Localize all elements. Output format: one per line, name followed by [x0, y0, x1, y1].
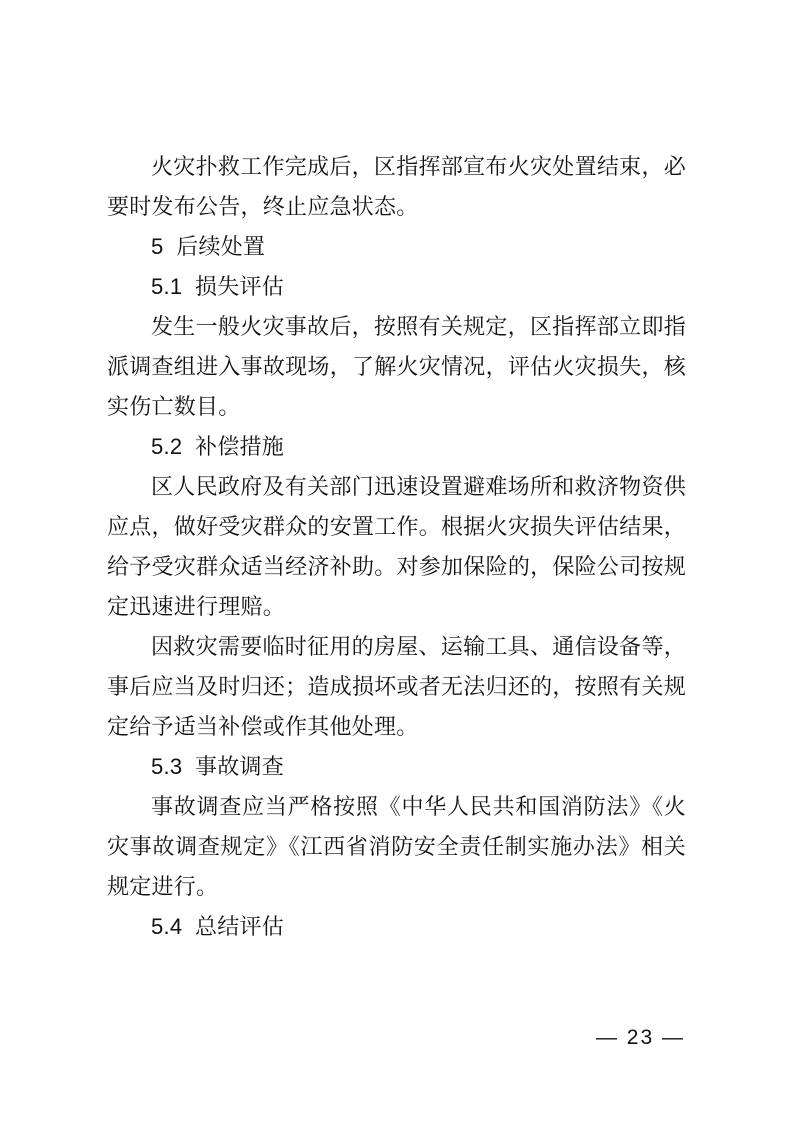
paragraph-compensation-measures: 区人民政府及有关部门迅速设置避难场所和救济物资供应点，做好受灾群众的安置工作。根据火灾损失评估结果，给予受灾群众适当经济补助。对参加保险的，保险公司按规定迅速进行理赔。 [107, 474, 686, 619]
page-number: — 23 — [595, 1026, 685, 1049]
section-heading-5-3: 5.3 事故调查 [151, 754, 285, 779]
paragraph-accident-investigation: 事故调查应当严格按照《中华人民共和国消防法》《火灾事故调查规定》《江西省消防安全责任制实施办法》相关规定进行。 [107, 794, 686, 899]
paragraph-requisitioned-property: 因救灾需要临时征用的房屋、运输工具、通信设备等，事后应当及时归还；造成损坏或者无法归还的，按照有关规定给予适当补偿或作其他处理。 [107, 634, 686, 739]
paragraph-loss-assessment: 发生一般火灾事故后，按照有关规定，区指挥部立即指派调查组进入事故现场，了解火灾情况，评估火灾损失，核实伤亡数目。 [107, 314, 686, 419]
paragraph-fire-response-conclusion: 火灾扑救工作完成后，区指挥部宣布火灾处置结束，必要时发布公告，终止应急状态。 [107, 154, 686, 219]
document-body [107, 147, 686, 947]
section-heading-5-2: 5.2 补偿措施 [151, 434, 285, 459]
section-heading-5-1: 5.1 损失评估 [151, 274, 285, 299]
page-footer [596, 1024, 685, 1052]
section-heading-5: 5 后续处置 [151, 234, 266, 259]
section-heading-5-4: 5.4 总结评估 [151, 914, 285, 939]
